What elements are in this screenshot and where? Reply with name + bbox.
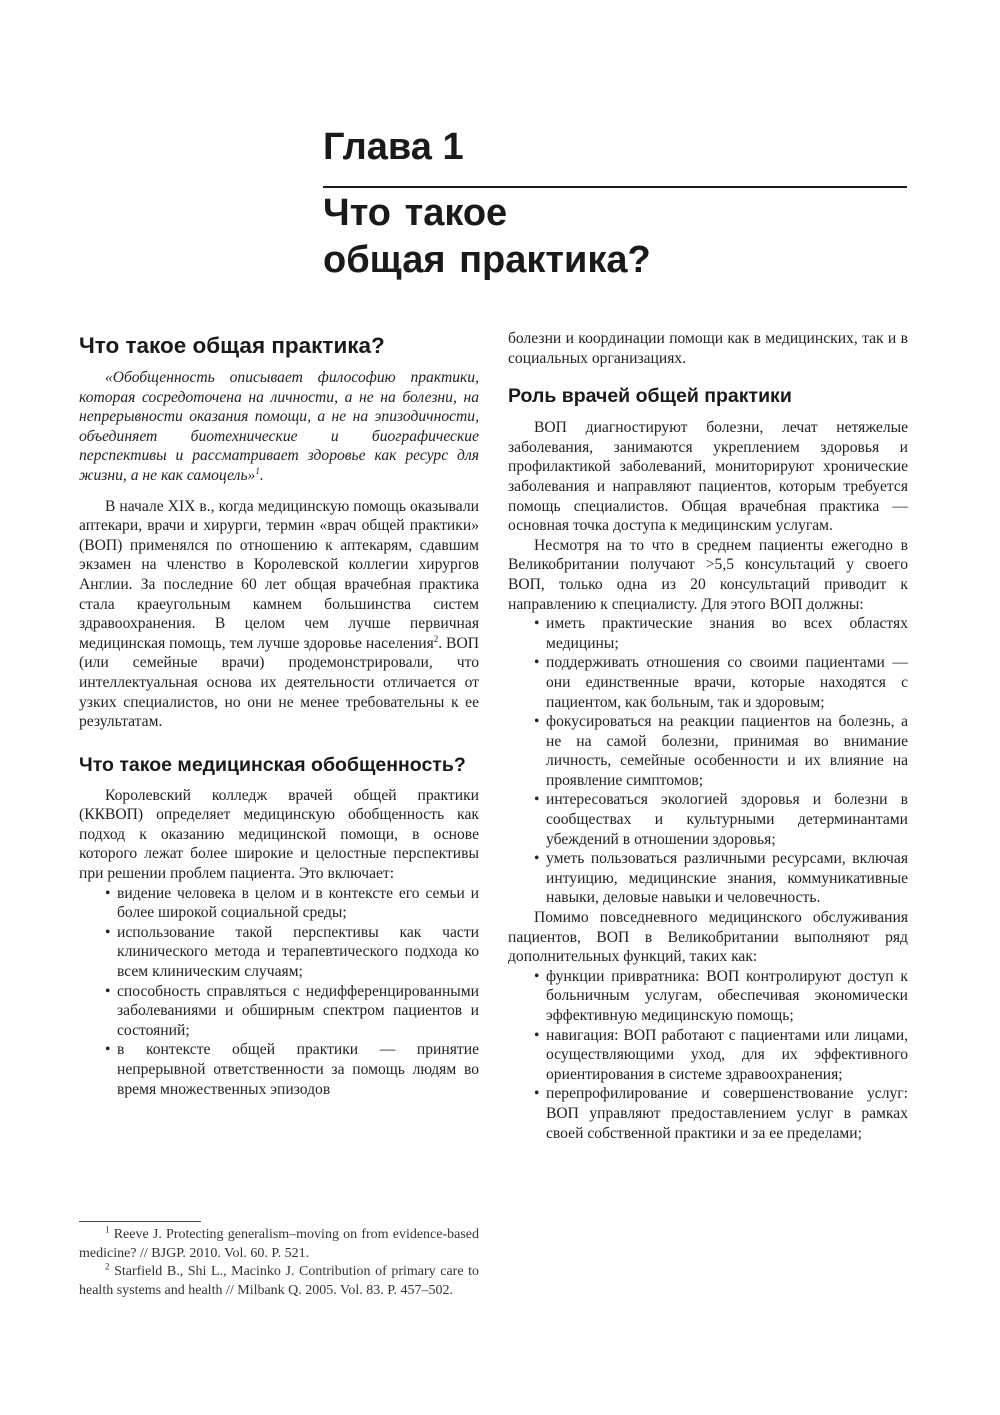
footnote-ref-1: 1 bbox=[255, 465, 260, 476]
list-item: • функции привратника: ВОП контролируют доступ к больничным услугам, обеспечивая экономически эффективную медицинскую помощь; bbox=[508, 967, 908, 1026]
roles-paragraph: ВОП диагностируют болезни, лечат нетяжелые заболевания, занимаются укреплением здоровья и профилактикой заболеваний, мониторируют хронические заболевания и направляют пациентов, которым требуется помощь специалистов. Общая врачебная практика — основная точка доступа к медицинским услугам. bbox=[508, 419, 908, 535]
right-column bbox=[508, 329, 908, 1143]
chapter-title-line-2: общая практика? bbox=[323, 239, 651, 281]
continuation-text: болезни и координации помощи как в медицинских, так и в социальных организациях. bbox=[508, 330, 908, 367]
footnotes bbox=[79, 1221, 479, 1300]
consultations-paragraph: Несмотря на то что в среднем пациенты ежегодно в Великобритании получают >5,5 консультаций у своего ВОП, только одна из 20 консультаций приводит к направлению к специалисту. Для этого ВОП должны: bbox=[508, 536, 908, 613]
footnote-ref-2: 2 bbox=[433, 633, 439, 644]
list-item: • интересоваться экологией здоровья и болезни в сообществах и культурными детерминантами убеждений в отношении здоровья; bbox=[508, 790, 908, 849]
list-item: • перепрофилирование и совершенствование услуг: ВОП управляют предоставлением услуг в рамках своей собственной практики и за ее пределами; bbox=[508, 1084, 908, 1143]
list-item: • иметь практические знания во всех областях медицины; bbox=[508, 614, 908, 653]
history-paragraph-part-b: . ВОП (или семейные врачи) продемонстрировали, что интеллектуальная основа их деятельности отличается от узких специалистов, но они не менее требовательны к ее результатам. bbox=[79, 634, 479, 731]
list-item: • способность справляться с недифференцированными заболеваниями и обширным спектром пациентов и состояний; bbox=[79, 982, 479, 1041]
chapter-divider bbox=[323, 186, 907, 188]
list-item: • фокусироваться на реакции пациентов на болезнь, а не на самой болезни, принимая во внимание личность, семейные особенности и их влияние на проявление симптомов; bbox=[508, 712, 908, 790]
footnote-2 bbox=[79, 1263, 479, 1300]
list-item: • в контексте общей практики — принятие непрерывной ответственности за помощь людям во время множественных эпизодов bbox=[79, 1040, 479, 1099]
list-item: • навигация: ВОП работают с пациентами или лицами, осуществляющими уход, для их эффективного ориентирования в системе здравоохранения; bbox=[508, 1026, 908, 1085]
generalism-paragraph: Королевский колледж врачей общей практики (ККВОП) определяет медицинскую обобщенность как подход к оказанию медицинской помощи, в основе которого лежат более широкие и целостные перспективы при решении проблем пациента. Это включает: bbox=[79, 786, 479, 883]
history-paragraph-part-a: В начале XIX в., когда медицинскую помощь оказывали аптекари, врачи и хирурги, термин «врач общей практики» (ВОП) применялся по отношению к аптекарям, сдавшим экзамен на членство в Королевской коллегии хирургов Англии. За последние 60 лет общая врачебная практика стала краеугольным камнем большинства систем здравоохранения. В целом чем лучше первичная медицинская помощь, тем лучше здоровье населения bbox=[79, 497, 479, 652]
list-item: • видение человека в целом и в контексте его семьи и более широкой социальной среды; bbox=[79, 884, 479, 923]
epigraph-quote-text: «Обобщенность описывает философию практики, которая сосредоточена на личности, а не на болезни, на непрерывности оказания помощи, а не на эпизодичности, объединяет биотехнические и биографические перспективы и рассматривает здоровье как ресурс для жизни, а не как самоцель» bbox=[79, 369, 479, 484]
additional-functions-paragraph: Помимо повседневного медицинского обслуживания пациентов, ВОП в Великобритании выполняют ряд дополнительных функций, таких как: bbox=[508, 909, 908, 966]
additional-functions-list bbox=[508, 967, 908, 1143]
footnote-number: 2 bbox=[105, 1261, 110, 1272]
chapter-title bbox=[323, 190, 651, 284]
footnote-divider bbox=[79, 1221, 201, 1222]
footnote-text: Starfield B., Shi L., Macinko J. Contribution of primary care to health systems and health // Milbank Q. 2005. Vol. 83. P. 457–502. bbox=[79, 1264, 480, 1298]
list-item: • уметь пользоваться различными ресурсами, включая интуицию, медицинские знания, коммуникативные навыки, деловые навыки и человечность. bbox=[508, 849, 908, 908]
footnote-number: 1 bbox=[105, 1224, 110, 1235]
section-heading-roles: Роль врачей общей практики bbox=[508, 385, 792, 408]
list-item: • использование такой перспективы как части клинического метода и терапевтического подхода ко всем клиническим случаям; bbox=[79, 923, 479, 982]
epigraph-quote: «Обобщенность описывает философию практики, которая сосредоточена на личности, а не на болезни, на непрерывности оказания помощи, а не на эпизодичности, объединяет биотехнические и биографические перспективы и рассматривает здоровье как ресурс для жизни, а не как самоцель»$^1$. bbox=[79, 369, 479, 484]
subsection-heading: Что такое медицинская обобщенность? bbox=[79, 753, 466, 776]
chapter-label: Глава 1 bbox=[323, 126, 464, 168]
footnote-text: Reeve J. Protecting generalism–moving on from evidence-based medicine? // BJGP. 2010. Vol. 60. P. 521. bbox=[79, 1227, 480, 1261]
gp-skills-list bbox=[508, 614, 908, 908]
section-heading: Что такое общая практика? bbox=[79, 333, 385, 358]
left-column bbox=[79, 331, 479, 1099]
footnote-1 bbox=[79, 1226, 479, 1263]
chapter-title-line-1: Что такое bbox=[323, 192, 508, 234]
list-item: • поддерживать отношения со своими пациентами — они единственные врачи, которые находятся с пациентом, как больным, так и здоровым; bbox=[508, 653, 908, 712]
generalism-list bbox=[79, 884, 479, 1100]
history-paragraph bbox=[79, 497, 479, 732]
